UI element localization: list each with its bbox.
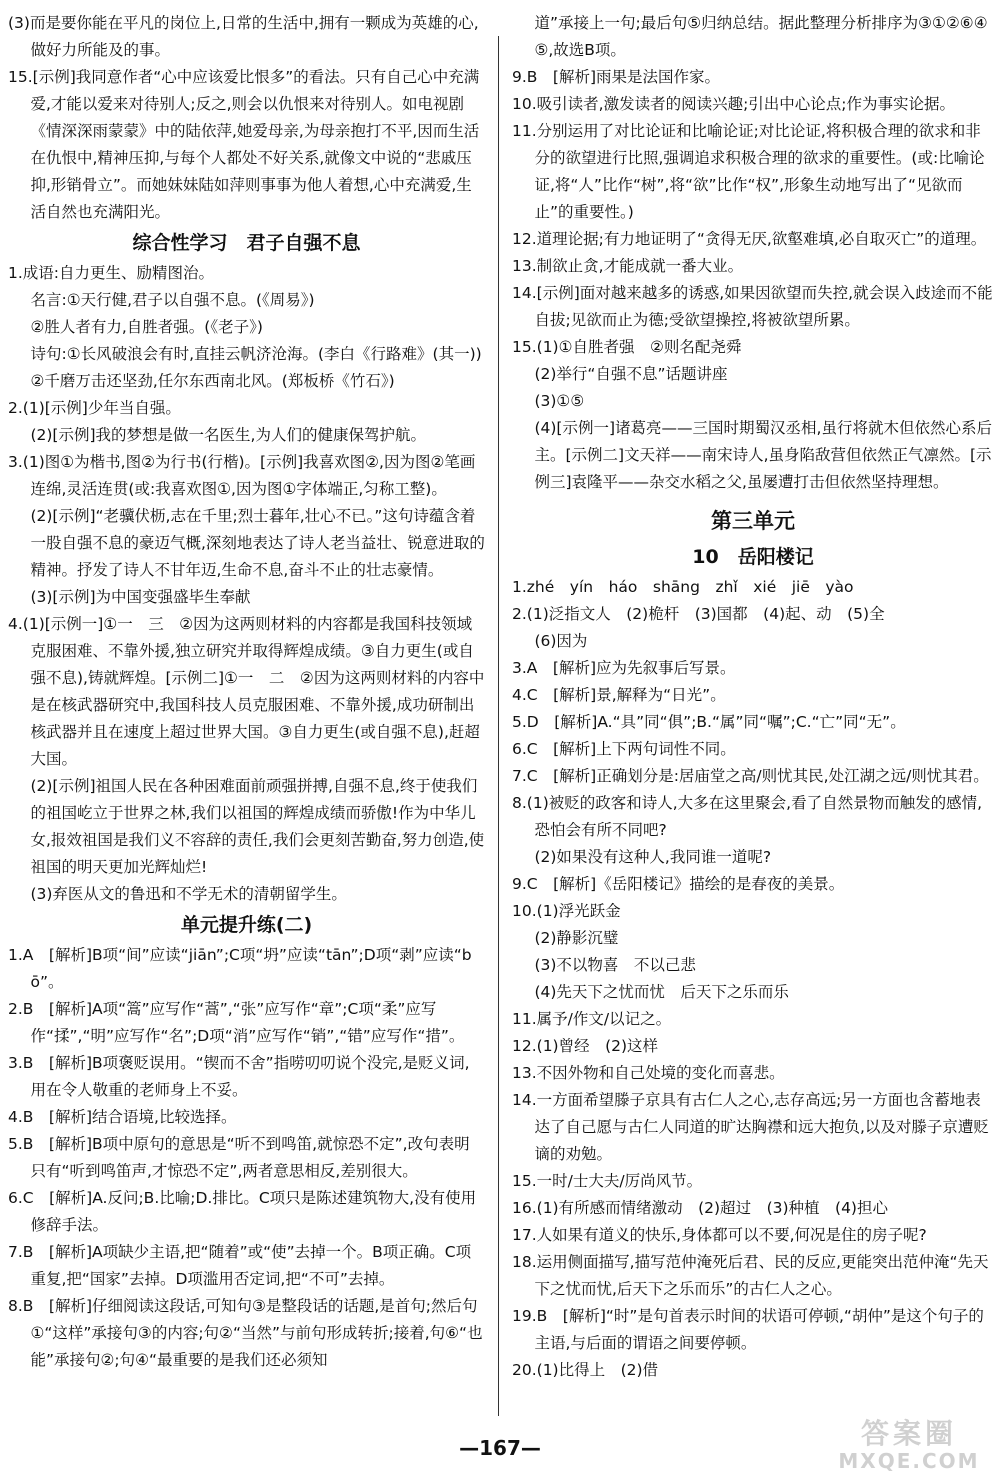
answer-item: 4.B [解析]结合语境,比较选择。 <box>8 1108 237 1126</box>
answer-item: 3.A [解析]应为先叙事后写景。 <box>512 659 736 677</box>
answer-subitem: (2)[示例]祖国人民在各种困难面前顽强拼搏,自强不息,终于使我们的祖国屹立于世界之林,我们以祖国的辉煌成绩而骄傲!作为中华儿女,报效祖国是我们义不容辞的责任,我们会更刻苦勤奋,努力创造,使祖国的明天更加光辉灿烂! <box>30 777 485 876</box>
column-divider <box>498 36 499 1416</box>
answer-item: 20.(1)比得上 (2)借 <box>512 1361 659 1379</box>
answer-item: 4.(1)[示例一]①一 三 ②因为这两则材料的内容都是我国科技领域克服困难、不靠外援,独立研究并取得辉煌成绩。③自力更生(或自强不息),铸就辉煌。[示例二]①一 二 ②因为这两则材料的内容中是在核武器研究中,我国科技人员克服困难、不靠外援,成功研制出核武器并且在速度上超过世界大国。③自力更生(或自强不息),赶超大国。 <box>8 615 485 768</box>
answer-item: 15.[示例]我同意作者“心中应该爱比恨多”的看法。只有自己心中充满爱,才能以爱来对待别人;反之,则会以仇恨来对待别人。如电视剧《情深深雨蒙蒙》中的陆依萍,她爱母亲,为母亲抱打不平,因而生活在仇恨中,精神压抑,与每个人都处不好关系,就像文中说的“悲戚压抑,形销骨立”。而她妹妹陆如萍则事事为他人着想,心中充满爱,生活自然也充满阳光。 <box>8 68 480 221</box>
answer-item: 12.道理论据;有力地证明了“贪得无厌,欲壑难填,必自取灭亡”的道理。 <box>512 230 987 248</box>
answer-item: 5.B [解析]B项中原句的意思是“听不到鸣笛,就惊恐不定”,改句表明只有“听到鸣笛声,才惊恐不定”,两者意思相反,差别很大。 <box>8 1135 470 1180</box>
page-number: —167— <box>459 1436 541 1460</box>
answer-item: 6.C [解析]A.反问;B.比喻;D.排比。C项只是陈述建筑物大,没有使用修辞手法。 <box>8 1189 477 1234</box>
answer-subitem: (4)[示例一]诸葛亮——三国时期蜀汉丞相,虽行将就木但依然心系后主。[示例二]文天祥——南宋诗人,虽身陷敌营但依然正气凛然。[示例三]袁隆平——杂交水稻之父,虽屡遭打击但依然坚持理想。 <box>534 419 992 491</box>
answer-item: 4.C [解析]景,解释为“日光”。 <box>512 686 726 704</box>
answer-item: 1.A [解析]B项“间”应读“jiān”;C项“坍”应读“tān”;D项“剥”应读“bō”。 <box>8 946 472 991</box>
answer-subitem: (2)静影沉璧 <box>534 929 619 947</box>
answer-item: 8.B [解析]仔细阅读这段话,可知句③是整段话的话题,是首句;然后句①“这样”承接句③的内容;句②“当然”与前句形成转折;接着,句⑥“也能”承接句②;句④“最重要的是我们还必须知 <box>8 1297 483 1369</box>
answer-subitem: 诗句:①长风破浪会有时,直挂云帆济沧海。(李白《行路难》(其一)) <box>30 345 482 363</box>
answer-item: 19.B [解析]“时”是句首表示时间的状语可停顿,“胡仲”是这个句子的主语,与后面的谓语之间要停顿。 <box>512 1307 984 1352</box>
answer-item: 2.(1)[示例]少年当自强。 <box>8 399 181 417</box>
answer-subitem: ②胜人者有力,自胜者强。(《老子》) <box>30 318 263 336</box>
section-heading: 综合性学习 君子自强不息 <box>132 232 361 254</box>
answer-subitem: (4)先天下之忧而忧 后天下之乐而乐 <box>534 983 789 1001</box>
answer-item: 11.分别运用了对比论证和比喻论证;对比论证,将积极合理的欲求和非分的欲望进行比照,强调追求积极合理的欲求的重要性。(或:比喻论证,将“人”比作“树”,将“欲”比作“权”,形象生动地写出了“见欲而止”的重要性。) <box>512 122 985 221</box>
answer-subitem: (3)[示例]为中国变强盛毕生奉献 <box>30 588 251 606</box>
answer-subitem: (2)[示例]“老骥伏枥,志在千里;烈士暮年,壮心不已。”这句诗蕴含着一股自强不息的豪迈气概,深刻地表达了诗人老当益壮、锐意进取的精神。抒发了诗人不甘年迈,生命不息,奋斗不止的壮志豪情。 <box>30 507 485 579</box>
answer-item: 11.属予/作文/以记之。 <box>512 1010 672 1028</box>
answer-item: 8.(1)被贬的政客和诗人,大多在这里聚会,看了自然景物而触发的感情,恐怕会有所不同吧? <box>512 794 983 839</box>
answer-item: 9.B [解析]雨果是法国作家。 <box>512 68 721 86</box>
answer-item: 17.人如果有道义的快乐,身体都可以不要,何况是住的房子呢? <box>512 1226 927 1244</box>
answer-item: 2.B [解析]A项“篙”应写作“蒿”,“张”应写作“章”;C项“柔”应写作“揉”,“明”应写作“名”;D项“消”应写作“销”,“错”应写作“措”。 <box>8 1000 465 1045</box>
watermark-logo <box>834 1418 984 1476</box>
answer-subitem: (3)不以物喜 不以己悲 <box>534 956 696 974</box>
answer-item: 10.(1)浮光跃金 <box>512 902 621 920</box>
answer-subitem: 道”承接上一句;最后句⑤归纳总结。据此整理分析排序为③①②⑥④⑤,故选B项。 <box>534 14 988 59</box>
answer-item: 3.(1)图①为楷书,图②为行书(行楷)。[示例]我喜欢图②,因为图②笔画连绵,灵活连贯(或:我喜欢图①,因为图①字体端正,匀称工整)。 <box>8 453 476 498</box>
section-heading: 单元提升练(二) <box>180 914 313 936</box>
answer-item: 12.(1)曾经 (2)这样 <box>512 1037 659 1055</box>
answer-item: 7.B [解析]A项缺少主语,把“随着”或“使”去掉一个。B项正确。C项重复,把“国家”去掉。D项滥用否定词,把“不可”去掉。 <box>8 1243 472 1288</box>
answer-item: 2.(1)泛指文人 (2)桅杆 (3)国都 (4)起、动 (5)全 <box>512 605 885 623</box>
answer-item: 10.吸引读者,激发读者的阅读兴趣;引出中心论点;作为事实论据。 <box>512 95 956 113</box>
answer-item: 6.C [解析]上下两句词性不同。 <box>512 740 736 758</box>
answer-item: 18.运用侧面描写,描写范仲淹死后君、民的反应,更能突出范仲淹“先天下之忧而忧,后天下之乐而乐”的古仁人之心。 <box>512 1253 989 1298</box>
left-column <box>8 10 485 1374</box>
unit-heading: 第三单元 <box>711 509 795 533</box>
answer-item: 15.(1)①自胜者强 ②则名配尧舜 <box>512 338 742 356</box>
answer-subitem: (2)如果没有这种人,我同谁一道呢? <box>534 848 772 866</box>
answer-item: 3.B [解析]B项褒贬误用。“锲而不舍”指唠叨叨说个没完,是贬义词,用在令人敬重的老师身上不妥。 <box>8 1054 470 1099</box>
answer-item: 7.C [解析]正确划分是:居庙堂之高/则忧其民,处江湖之远/则忧其君。 <box>512 767 989 785</box>
answer-item: 14.[示例]面对越来越多的诱惑,如果因欲望而失控,就会误入歧途而不能自拔;见欲而止为德;受欲望操控,将被欲望所累。 <box>512 284 993 329</box>
answer-subitem: ②千磨万击还坚劲,任尔东西南北风。(郑板桥《竹石》) <box>30 372 395 390</box>
right-column <box>512 10 994 1384</box>
answer-subitem: (3)弃医从文的鲁迅和不学无术的清朝留学生。 <box>30 885 347 903</box>
answer-item: (3)而是要你能在平凡的岗位上,日常的生活中,拥有一颗成为英雄的心,做好力所能及的事。 <box>8 14 479 59</box>
answer-subitem: 名言:①天行健,君子以自强不息。(《周易》) <box>30 291 315 309</box>
watermark-url: MXQE.COM <box>838 1449 980 1473</box>
section-heading: 10 岳阳楼记 <box>692 546 814 568</box>
answer-item: 14.一方面希望滕子京具有古仁人之心,志存高远;另一方面也含蓄地表达了自己愿与古仁人同道的旷达胸襟和远大抱负,以及对滕子京遭贬谪的劝勉。 <box>512 1091 989 1163</box>
answer-item: 1.成语:自力更生、励精图治。 <box>8 264 215 282</box>
answer-item: 13.不因外物和自己处境的变化而喜悲。 <box>512 1064 785 1082</box>
answer-item: 15.一时/士大夫/厉尚风节。 <box>512 1172 703 1190</box>
answer-item: 1.zhé yín háo shāng zhǐ xié jiē yào <box>512 578 854 596</box>
answer-item: 5.D [解析]A.“具”同“俱”;B.“属”同“嘱”;C.“亡”同“无”。 <box>512 713 906 731</box>
answer-item: 13.制欲止贪,才能成就一番大业。 <box>512 257 744 275</box>
answer-item: 9.C [解析]《岳阳楼记》描绘的是春夜的美景。 <box>512 875 845 893</box>
answer-subitem: (2)[示例]我的梦想是做一名医生,为人们的健康保驾护航。 <box>30 426 426 444</box>
answer-item: 16.(1)有所感而情绪激动 (2)超过 (3)种植 (4)担心 <box>512 1199 888 1217</box>
answer-subitem: (3)①⑤ <box>534 392 585 410</box>
answer-subitem: (2)举行“自强不息”话题讲座 <box>534 365 728 383</box>
answer-subitem: (6)因为 <box>534 632 588 650</box>
watermark-text: 答案圈 <box>860 1417 957 1450</box>
